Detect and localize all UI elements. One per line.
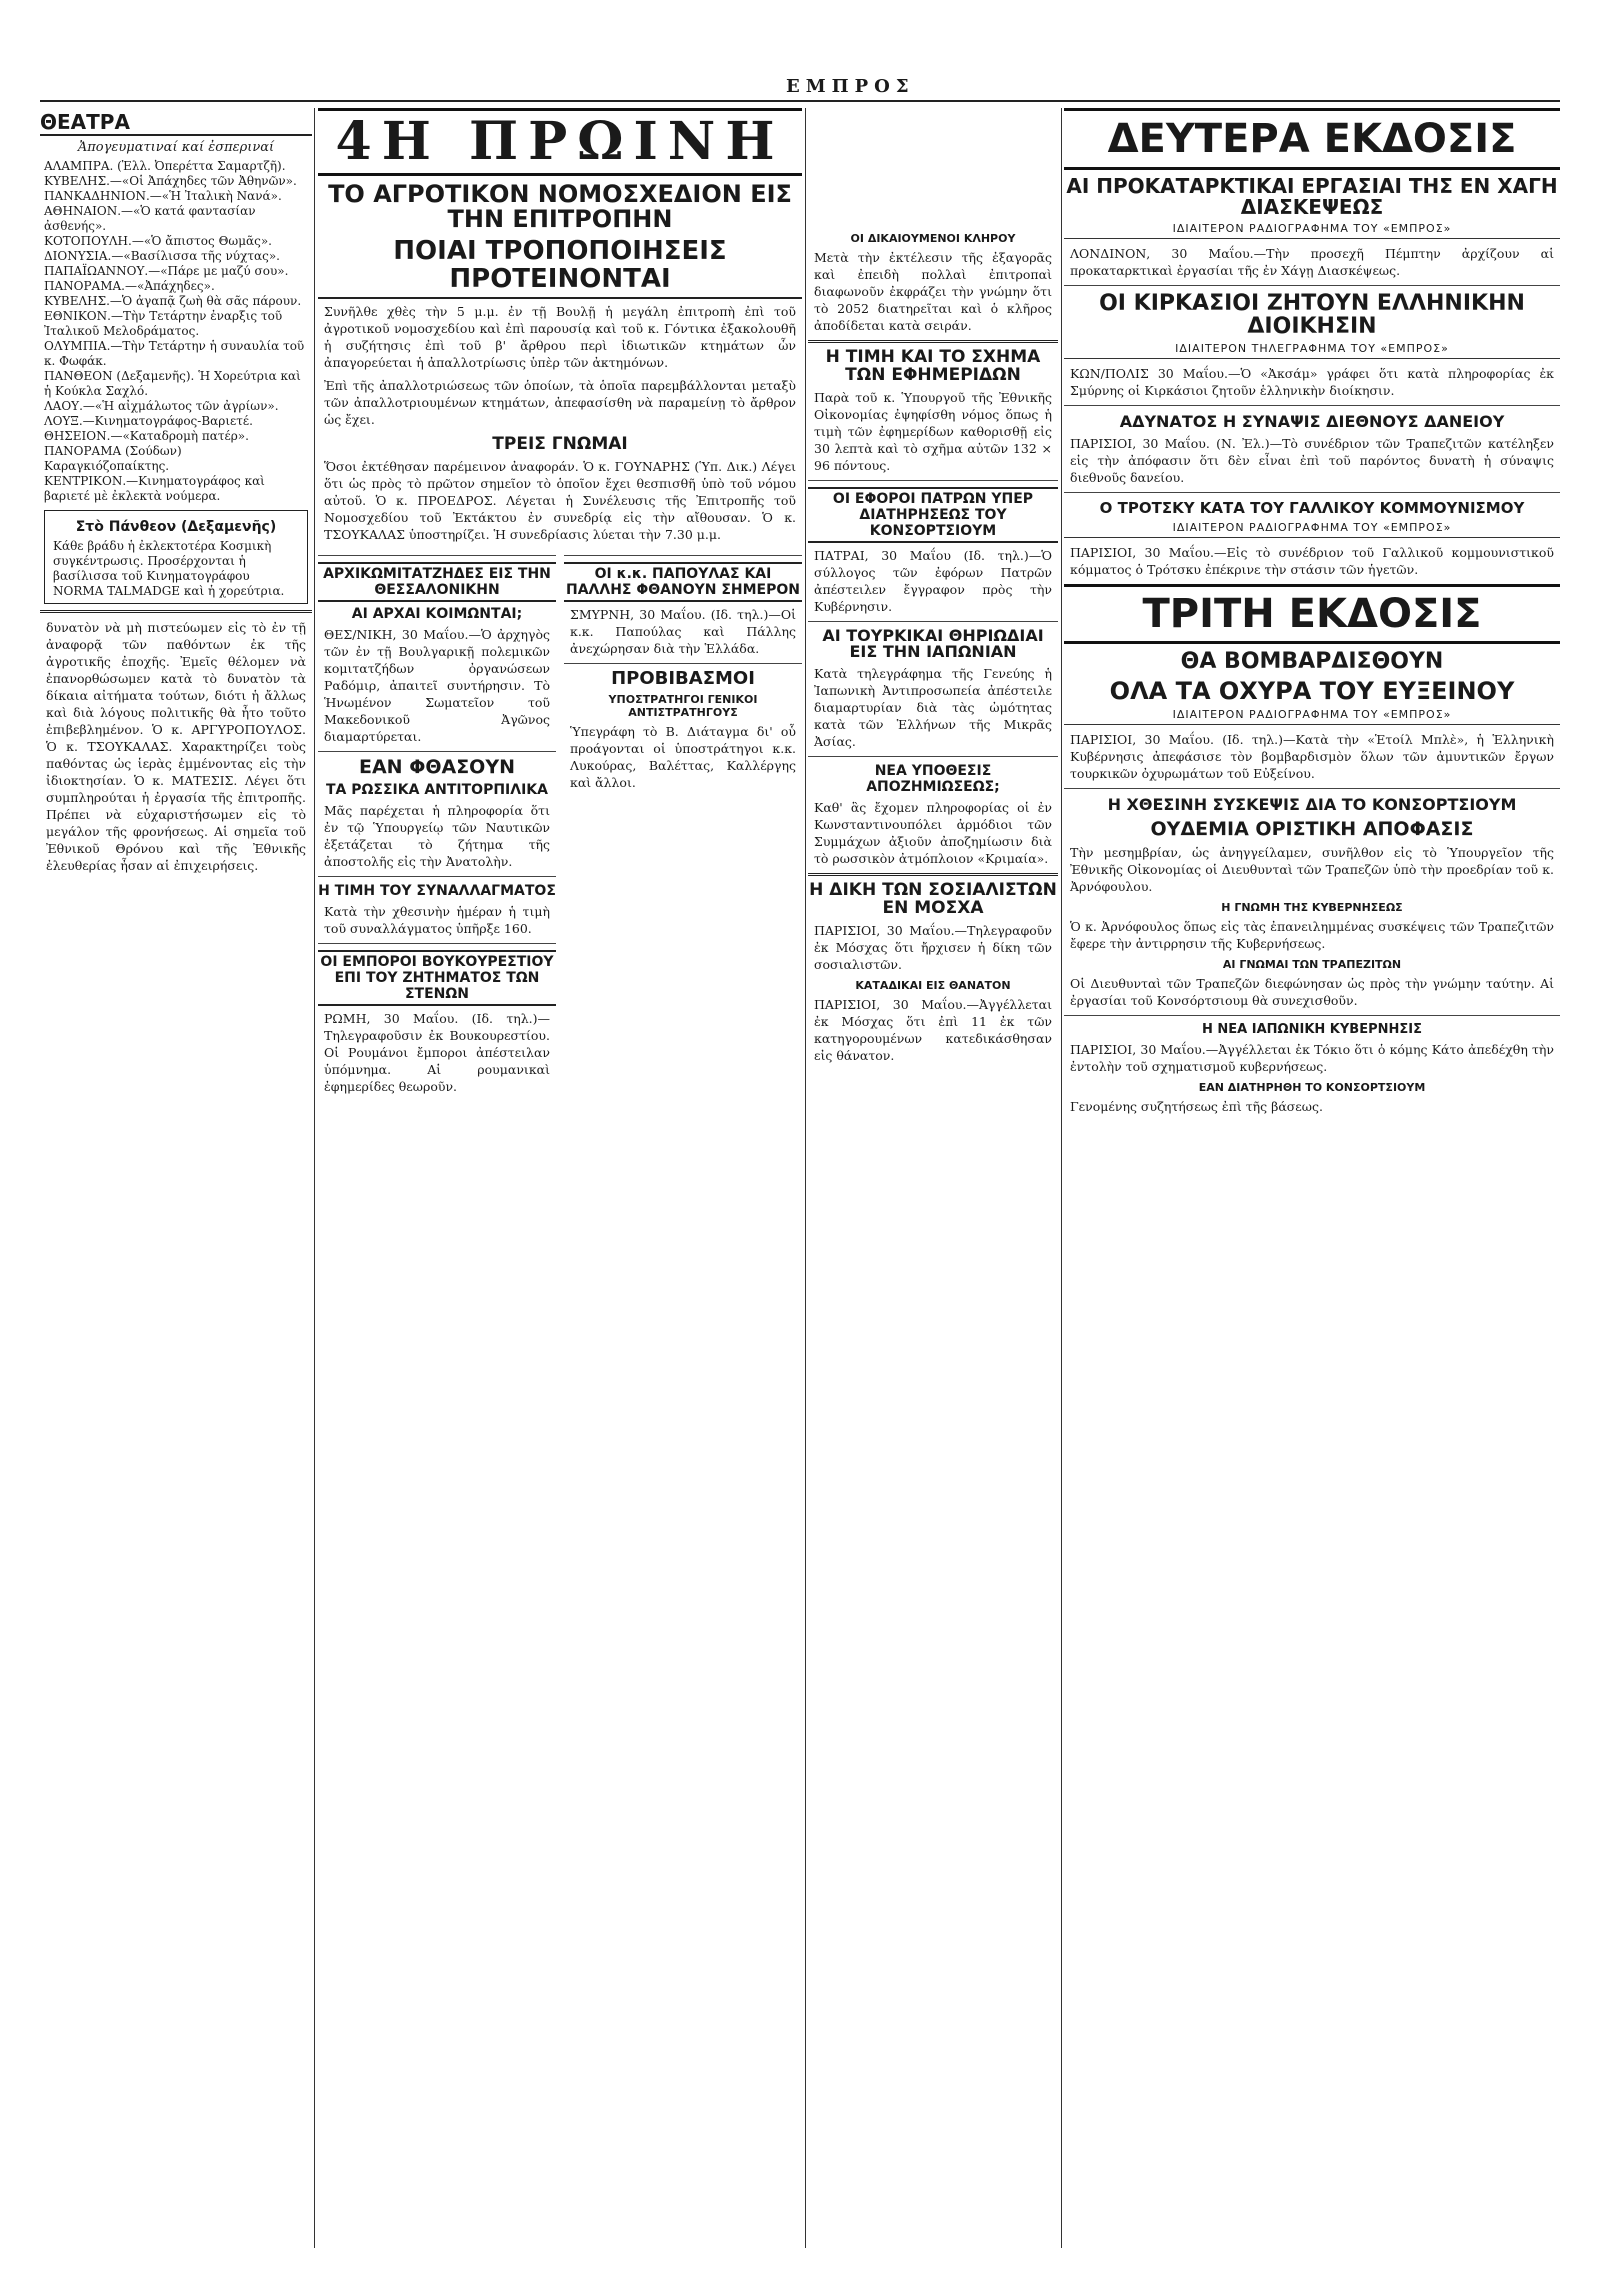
- theatre-listing: ΘΗΣΕΙΟΝ.—«Καταδρομὴ πατέρ».: [44, 429, 249, 443]
- lead-paragraph-2: Ἐπὶ τῆς ἀπαλλοτριώσεως τῶν ὁποίων, τὰ ὁποῖα παρεμβάλλονται μεταξὺ τῶν ἀπαλλοτριουμένων κτημάτων, ἀπεφασίσθη νὰ παραμείνῃ τὸ ἄρθρον ὡς ἔχει.: [324, 377, 796, 427]
- papoulas-title: ΟΙ κ.κ. ΠΑΠΟΥΛΑΣ ΚΑΙ ΠΑΛΛΗΣ ΦΘΑΝΟΥΝ ΣΗΜΕΡΟΝ: [564, 562, 802, 602]
- main-subheadline: ΠΟΙΑΙ ΤΡΟΠΟΠΟΙΗΣΕΙΣ ΠΡΟΤΕΙΝΟΝΤΑΙ: [318, 238, 802, 299]
- circassians-text: ΚΩΝ/ΠΟΛΙΣ 30 Μαΐου.—Ὁ «Ἀκσάμ» γράφει ὅτι κατὰ πληροφορίας ἐκ Σμύρνης οἱ Κιρκάσιοι ζητοῦν ἑλληνικὴν διοίκησιν.: [1070, 366, 1554, 399]
- government-opinion-title: Η ΓΝΩΜΗ ΤΗΣ ΚΥΒΕΡΝΗΣΕΩΣ: [1221, 901, 1403, 915]
- right-subcolumn: [564, 549, 802, 1101]
- japan-government-title: Η ΝΕΑ ΙΑΠΩΝΙΚΗ ΚΥΒΕΡΝΗΣΙΣ: [1202, 1022, 1422, 1038]
- masthead: [40, 76, 1560, 102]
- middle-news-column: [808, 108, 1058, 2285]
- session-report: δυνατὸν νὰ μὴ πιστεύωμεν εἰς τὸ ἐν τῇ ἀναφορᾷ τῶν παθόντων ἐκ τῆς ἀγροτικῆς ἐποχῆς. Ἐμεῖς θέλομεν νὰ ἐπανορθώσωμεν κατὰ τὸ δυνατὸν τὰ δίκαια αἰτήματα τούτων, διότι ἡ ἄλλως καὶ διὰ λόγους πολιτικῆς θὰ ἦτο τοῦτο ἐπιβεβλημένον. Ὁ κ. ΑΡΓΥΡΟΠΟΥΛΟΣ. Ὁ κ. ΤΣΟΥΚΑΛΑΣ. Χαρακτηρίζει τοὺς παθόντας ὡς ἱερὰς ἐμμένοντας εἰς τὴν ἰδιοκτησίαν. Ὁ κ. ΜΑΤΕΣΙΣ. Λέγει ὅτι συμπληρούται ἡ ἐργασία τῆς ἐπιτροπῆς. Πρέπει νὰ εὐχαριστήσωμεν εἰς τὸ μεγάλον τῆς φρονήσεως. Αἱ σημεῖα τοῦ Ἐθνικοῦ Θρόνου καὶ τῆς Ἐθνικῆς ἐλευθερίας ἦσαν αἱ ἐπιχειρήσεις.: [46, 620, 306, 873]
- bucharest-title: ΟΙ ΕΜΠΟΡΟΙ ΒΟΥΚΟΥΡΕΣΤΙΟΥ ΕΠΙ ΤΟΥ ΖΗΤΗΜΑΤΟΣ ΤΩΝ ΣΤΕΝΩΝ: [318, 950, 556, 1006]
- hague-text: ΛΟΝΔΙΝΟΝ, 30 Μαΐου.—Τὴν προσεχῆ Πέμπτην ἀρχίζουν αἱ προκαταρκτικαὶ ἐργασίαι τῆς ἐν Χάγῃ Διασκέψεως.: [1070, 246, 1554, 278]
- government-opinion-text: Ὁ κ. Ἀρνόφουλος ὅπως εἰς τὰς ἐπανειλημμένας συσκέψεις τῶν Τραπεζιτῶν ἔφερε τὴν ἀντιρρησιν τῆς Κυβερνήσεως.: [1070, 919, 1554, 952]
- torpedo-subtitle: ΤΑ ΡΩΣΣΙΚΑ ΑΝΤΙΤΟΡΠΙΛΙΚΑ: [326, 781, 548, 798]
- theatres-list: [40, 159, 312, 504]
- consortium-subheadline: ΟΥΔΕΜΙΑ ΟΡΙΣΤΙΚΗ ΑΠΟΦΑΣΙΣ: [1150, 818, 1474, 841]
- divider: [40, 610, 312, 613]
- three-opinions-text: Ὅσοι ἐκτέθησαν παρέμεινον ἀναφοράν. Ὁ κ. ΓΟΥΝΑΡΗΣ (Ὑπ. Δικ.) Λέγει ὅτι ὡς πρὸς τὸ πρῶτον σημεῖον τὸ ὁποῖον ἔχει θεσπισθῆ ὑπὸ τοῦ νόμου αὐτοῦ. Ὁ κ. ΠΡΟΕΔΡΟΣ. Λέγεται ἡ Συνέλευσις τῆς Ἐπιτροπῆς τοῦ Νομοσχεδίου τοῦ Ἐκτάκτου ἐν συνεδρίᾳ εἰς τὴν αἴθουσαν. Ὁ κ. ΤΣΟΥΚΑΛΑΣ ὑποστηρίζει. Ἡ συνεδρίασις λύεται τὴν 7.30 μ.μ.: [324, 458, 796, 542]
- advert-text: Κάθε βράδυ ἡ ἐκλεκτοτέρα Κοσμικὴ συγκέντρωσις. Προσέρχονται ἡ βασίλισσα τοῦ Κινηματογράφου NORMA TALMADGE καὶ ἡ χορεύτρια.: [53, 539, 285, 598]
- theatre-listing: ΟΛΥΜΠΙΑ.—Τὴν Τετάρτην ἡ συναυλία τοῦ κ. Φωφάκ.: [44, 339, 305, 368]
- theatre-listing: ΕΘΝΙΚΟΝ.—Τὴν Τετάρτην ἐναρξις τοῦ Ἰταλικοῦ Μελοδράματος.: [44, 309, 283, 338]
- consortium-headline: Η ΧΘΕΣΙΝΗ ΣΥΣΚΕΨΙΣ ΔΙΑ ΤΟ ΚΟΝΣΟΡΤΣΙΟΥΜ: [1107, 795, 1517, 815]
- newspaper-name: ΕΜΠΡΟΣ: [780, 76, 921, 97]
- third-edition-banner: ΤΡΙΤΗ ΕΚΔΟΣΙΣ: [1064, 584, 1560, 644]
- theatre-listing: ΔΙΟΝΥΣΙΑ.—«Βασίλισσα τῆς νύχτας».: [44, 249, 280, 263]
- column-rule: [314, 108, 315, 2248]
- three-opinions-title: ΤΡΕΙΣ ΓΝΩΜΑΙ: [492, 433, 628, 454]
- theatre-listing: ΠΑΝΟΡΑΜΑ.—«Ἀπάχηδες».: [44, 279, 215, 293]
- papoulas-text: ΣΜΥΡΝΗ, 30 Μαΐου. (Ιδ. τηλ.)—Οἱ κ.κ. Παπούλας καὶ Πάλλης ἀνεχώρησαν διὰ τὴν Ἑλλάδα.: [570, 606, 796, 656]
- main-headline: ΤΟ ΑΓΡΟΤΙΚΟΝ ΝΟΜΟΣΧΕΔΙΟΝ ΕΙΣ ΤΗΝ ΕΠΙΤΡΟΠΗΝ: [328, 180, 792, 234]
- atrocities-title: ΑΙ ΤΟΥΡΚΙΚΑΙ ΘΗΡΙΩΔΙΑΙ ΕΙΣ ΤΗΝ ΙΑΠΩΝΙΑΝ: [822, 625, 1044, 662]
- fourth-morning-column: [318, 108, 802, 2285]
- theatre-listing: ΑΘΗΝΑΙΟΝ.—«Ὁ κατά φαντασίαν ἀσθενής».: [44, 204, 256, 233]
- torpedo-text: Μᾶς παρέχεται ἡ πληροφορία ὅτι ἐν τῷ Ὑπουργείῳ τῶν Ναυτικῶν ἐξετάζεται τὸ ζήτημα τῆς ἀποστολῆς εἰς τὴν Ἀνατολὴν.: [324, 802, 550, 869]
- theatre-listing: ΚΥΒΕΛΗΣ.—Ὁ ἀγαπᾷ ζωὴ θὰ σᾶς πάρουν.: [44, 294, 302, 308]
- moscow-trial-text: ΠΑΡΙΣΙΟΙ, 30 Μαΐου.—Τηλεγραφοῦν ἐκ Μόσχας ὅτι ἤρχισεν ἡ δίκη τῶν σοσιαλιστῶν.: [814, 922, 1052, 972]
- promotions-text: Ὑπεγράφη τὸ Β. Διάταγμα δι' οὗ προάγονται οἱ ὑποστράτηγοι κ.κ. Λυκούρας, Βαλέττας, Καλλέργης καὶ ἄλλοι.: [570, 723, 796, 790]
- forts-headline: ΘΑ ΒΟΜΒΑΡΔΙΣΘΟΥΝ: [1180, 649, 1444, 675]
- trotsky-text: ΠΑΡΙΣΙΟΙ, 30 Μαΐου.—Εἰς τὸ συνέδριον τοῦ Γαλλικοῦ κομμουνιστικοῦ κόμματος ὁ Τρότσκυ ἐπέκρινε τὴν στάσιν τῶν ἡγετῶν.: [1070, 545, 1554, 578]
- hague-headline: ΑΙ ΠΡΟΚΑΤΑΡΚΤΙΚΑΙ ΕΡΓΑΣΙΑΙ ΤΗΣ ΕΝ ΧΑΓΗ ΔΙΑΣΚΕΨΕΩΣ: [1066, 174, 1558, 219]
- loan-headline: ΑΔΥΝΑΤΟΣ Η ΣΥΝΑΨΙΣ ΔΙΕΘΝΟΥΣ ΔΑΝΕΙΟΥ: [1119, 412, 1505, 432]
- column-rule: [805, 108, 806, 2248]
- newspapers-title: Η ΤΙΜΗ ΚΑΙ ΤΟ ΣΧΗΜΑ ΤΩΝ ΕΦΗΜΕΡΙΔΩΝ: [825, 347, 1041, 385]
- komitatzides-text: ΘΕΣ/ΝΙΚΗ, 30 Μαΐου.—Ὁ ἀρχηγὸς τῶν ἐν τῇ Βουλγαρικῇ πολεμικῶν κομιτατζήδων ὀργανώσεων Ραδόμιρ, ἀπαιτεῖ συντήρησιν. Τὸ Ἡνωμένον Σωματεῖον τοῦ Μακεδονικοῦ Ἀγῶνος διαμαρτύρεται.: [324, 626, 550, 744]
- death-sentences-subtitle: ΚΑΤΑΔΙΚΑΙ ΕΙΣ ΘΑΝΑΤΟΝ: [855, 978, 1011, 992]
- theatre-listing: ΑΛΑΜΠΡΑ. (Ἑλλ. Ὀπερέττα Σαμαρτζῆ).: [44, 159, 286, 173]
- promotions-title: ΠΡΟΒΙΒΑΣΜΟΙ: [611, 667, 755, 689]
- theatre-listing: ΠΑΝΟΡΑΜΑ (Σούδων) Καραγκιόζοπαίκτης.: [44, 444, 182, 473]
- forts-kicker: ΙΔΙΑΙΤΕΡΟΝ ΡΑΔΙΟΓΡΑΦΗΜΑ ΤΟΥ «ΕΜΠΡΟΣ»: [1064, 708, 1560, 725]
- moscow-trial-title: Η ΔΙΚΗ ΤΩΝ ΣΟΣΙΑΛΙΣΤΩΝ ΕΝ ΜΟΣΧΑ: [809, 880, 1057, 919]
- circassians-headline: ΟΙ ΚΙΡΚΑΣΙΟΙ ΖΗΤΟΥΝ ΕΛΛΗΝΙΚΗΝ ΔΙΟΙΚΗΣΙΝ: [1099, 291, 1525, 340]
- theatre-listing: ΚΕΝΤΡΙΚΟΝ.—Κινηματογράφος καὶ βαριετέ μὲ ἐκλεκτὰ νούμερα.: [44, 474, 265, 503]
- lead-paragraph: Συνῆλθε χθὲς τὴν 5 μ.μ. ἐν τῇ Βουλῇ ἡ μεγάλη ἐπιτροπὴ ἐπὶ τοῦ ἀγροτικοῦ νομοσχεδίου καὶ ἐπὶ παρουσίᾳ καὶ τοῦ κ. Γόντικα ἐξακολουθῆ ἡ συζήτησις ἐπὶ τοῦ β' ἄρθρου περὶ ἰδιωτικῶν κτημάτων ὧν ἀπαγορεύεται ἡ ἀπαλλοτρίωσις ὑπὲρ τῶν ἀκτημόνων.: [324, 303, 796, 370]
- compensation-text: Καθ' ἃς ἔχομεν πληροφορίας οἱ ἐν Κωνσταντινουπόλει ἀρμόδιοι τῶν Συμμάχων ἀξιοῦν ἀποζημίωσιν διὰ τὸ ρωσσικὸν ἀτμόπλοιον «Κριμαία».: [814, 800, 1052, 867]
- patras-text: ΠΑΤΡΑΙ, 30 Μαΐου (Ιδ. τηλ.)—Ὁ σύλλογος τῶν ἐφόρων Πατρῶν ἀπέστειλεν ἔγγραφον πρὸς τὴν Κυβέρνησιν.: [814, 547, 1052, 614]
- komitatzides-subtitle: ΑΙ ΑΡΧΑΙ ΚΟΙΜΩΝΤΑΙ;: [351, 605, 523, 622]
- death-sentences-text: ΠΑΡΙΣΙΟΙ, 30 Μαΐου.—Ἀγγέλλεται ἐκ Μόσχας ὅτι ἐπὶ 11 ἐκ τῶν κατηγορουμένων κατεδικάσθησαν εἰς θάνατον.: [814, 996, 1052, 1063]
- bucharest-text: ΡΩΜΗ, 30 Μαΐου. (Ιδ. τηλ.)—Τηλεγραφοῦσιν ἐκ Βουκουρεστίου. Οἱ Ρουμάνοι ἔμποροι ἀπέστειλαν ὑπόμνημα. Αἱ ρουμανικαὶ ἐφημερίδες θεωροῦν.: [324, 1010, 550, 1094]
- circassians-kicker: ΙΔΙΑΙΤΕΡΟΝ ΤΗΛΕΓΡΑΦΗΜΑ ΤΟΥ «ΕΜΠΡΟΣ»: [1064, 342, 1560, 359]
- bankers-opinion-text: Οἱ Διευθυνταὶ τῶν Τραπεζῶν διεφώνησαν ὡς πρὸς τὴν γνώμην ταύτην. Αἱ ἐργασίαι τοῦ Κονσόρτσιουμ θὰ συνεχισθοῦν.: [1070, 976, 1554, 1009]
- promotions-subtitle: ΥΠΟΣΤΡΑΤΗΓΟΙ ΓΕΝΙΚΟΙ ΑΝΤΙΣΤΡΑΤΗΓΟΥΣ: [608, 692, 758, 719]
- klirouchoi-text: Μετὰ τὴν ἐκτέλεσιν τῆς ἐξαγορᾶς καὶ ἐπειδὴ πολλαὶ ἐπιτροπαὶ διαφωνοῦν ἐκφράζει τὴν γνώμην ὅτι τὸ 2052 διατηρεῖται καὶ ὁ κλῆρος ἀποδίδεται κατὰ σειράν.: [814, 250, 1052, 333]
- edition-banner: 4Η ΠΡΩΙΝΗ: [318, 108, 802, 176]
- komitatzides-title: ΑΡΧΙΚΩΜΙΤΑΤΖΗΔΕΣ ΕΙΣ ΤΗΝ ΘΕΣΣΑΛΟΝΙΚΗΝ: [318, 562, 556, 602]
- theatre-listing: ΠΑΠΑΪΩΑΝΝΟΥ.—«Πάρε με μαζύ σου».: [44, 264, 289, 278]
- theatres-subtitle: Ἀπογευματιναί καί ἐσπεριναί: [77, 140, 275, 155]
- second-edition-banner: ΔΕΥΤΕΡΑ ΕΚΔΟΣΙΣ: [1064, 108, 1560, 170]
- japan-government-text: ΠΑΡΙΣΙΟΙ, 30 Μαΐου.—Ἀγγέλλεται ἐκ Τόκιο ὅτι ὁ κόμης Κάτο ἀπεδέχθη τὴν ἐντολὴν τοῦ σχηματισμοῦ κυβερνήσεως.: [1070, 1042, 1554, 1075]
- theatre-listing: ΚΟΤΟΠΟΥΛΗ.—«Ὁ ἄπιστος Θωμᾶς».: [44, 234, 272, 248]
- torpedo-title: ΕΑΝ ΦΘΑΣΟΥΝ: [359, 755, 515, 778]
- theatre-listing: ΠΑΝΘΕΟΝ (Δεξαμενῆς). Ἡ Χορεύτρια καὶ ἡ Κούκλα Σαχλό.: [44, 369, 301, 398]
- advert-title: Στὸ Πάνθεον (Δεξαμενῆς): [75, 519, 277, 535]
- compensation-title: ΝΕΑ ΥΠΟΘΕΣΙΣ ΑΠΟΖΗΜΙΩΣΕΩΣ;: [866, 763, 1000, 796]
- newspapers-text: Παρὰ τοῦ κ. Ὑπουργοῦ τῆς Ἐθνικῆς Οἰκονομίας ἐψηφίσθη νόμος ὅπως ἡ τιμὴ τῶν ἐφημερίδων καθορισθῇ εἰς 30 λεπτὰ καὶ τὸ σχῆμα αὐτῶν 132 × 96 πόντους.: [814, 389, 1052, 473]
- bankers-opinion-title: ΑΙ ΓΝΩΜΑΙ ΤΩΝ ΤΡΑΠΕΖΙΤΩΝ: [1222, 958, 1402, 972]
- second-edition-column: [1064, 108, 1560, 2285]
- theatre-listing: ΛΟΥΞ.—Κινηματογράφος-Βαριετέ.: [44, 414, 253, 428]
- klirouchoi-subtitle: ΟΙ ΔΙΚΑΙΟΥΜΕΝΟΙ ΚΛΗΡΟΥ: [850, 232, 1016, 245]
- forts-text: ΠΑΡΙΣΙΟΙ, 30 Μαΐου. (Ιδ. τηλ.)—Κατὰ τὴν «Ἑτοίλ Μπλὲ», ἡ Ἑλληνικὴ Κυβέρνησις ἀπεφάσισε τὸν βομβαρδισμὸν ὅλων τῶν ἀμυντικῶν ἔργων τουρκικῶν ὀχυρωμάτων τοῦ Εὐξείνου.: [1070, 732, 1554, 782]
- theatre-listing: ΠΑΝΚΑΔΗΝΙΟΝ.—«Ἡ Ἰταλικὴ Νανά».: [44, 189, 282, 203]
- trotsky-kicker: ΙΔΙΑΙΤΕΡΟΝ ΡΑΔΙΟΓΡΑΦΗΜΑ ΤΟΥ «ΕΜΠΡΟΣ»: [1064, 521, 1560, 538]
- consortium-text: Τὴν μεσημβρίαν, ὡς ἀνηγγείλαμεν, συνῆλθον εἰς τὸ Ὑπουργεῖον τῆς Ἐθνικῆς Οἰκονομίας οἱ Διευθυνταὶ τῶν Τραπεζῶν ὑπὸ τὴν προεδρίαν τοῦ κ. Ἀρνόφουλου.: [1070, 845, 1554, 895]
- loan-text: ΠΑΡΙΣΙΟΙ, 30 Μαΐου. (Ν. Ἐλ.)—Τὸ συνέδριον τῶν Τραπεζιτῶν κατέληξεν εἰς τὴν ἀπόφασιν ὅτι δὲν εἶναι ἐπὶ τοῦ παρόντος δυνατὴ ἡ σύναψις διεθνοῦς δανείου.: [1070, 436, 1554, 486]
- forts-subheadline: ΟΛΑ ΤΑ ΟΧΥΡΑ ΤΟΥ ΕΥΞΕΙΝΟΥ: [1109, 677, 1515, 706]
- atrocities-text: Κατὰ τηλεγράφημα τῆς Γενεύης ἡ Ἰαπωνικὴ Ἀντιπροσωπεία ἀπέστειλε διαμαρτυρίαν διὰ τὰς ὠμότητας κατὰ τῶν Ἑλλήνων τῆς Μικρᾶς Ἀσίας.: [814, 666, 1052, 750]
- consortium-retained-title: ΕΑΝ ΔΙΑΤΗΡΗΘΗ ΤΟ ΚΟΝΣΟΡΤΣΙΟΥΜ: [1198, 1081, 1426, 1095]
- theatres-title: ΘΕΑΤΡΑ: [40, 110, 312, 136]
- exchange-text: Κατὰ τὴν χθεσινὴν ἡμέραν ἡ τιμὴ τοῦ συναλλάγματος ὑπῆρξε 160.: [324, 903, 550, 936]
- pantheon-advert: [44, 510, 308, 604]
- hague-kicker: ΙΔΙΑΙΤΕΡΟΝ ΡΑΔΙΟΓΡΑΦΗΜΑ ΤΟΥ «ΕΜΠΡΟΣ»: [1064, 222, 1560, 239]
- exchange-title: Η ΤΙΜΗ ΤΟΥ ΣΥΝΑΛΛΑΓΜΑΤΟΣ: [318, 882, 556, 899]
- column-rule: [1061, 108, 1062, 2248]
- theatres-column: [40, 108, 312, 2285]
- consortium-retained-text: Γενομένης συζητήσεως ἐπὶ τῆς βάσεως.: [1070, 1099, 1323, 1115]
- theatre-listing: ΛΑΟΥ.—«Ἡ αἰχμάλωτος τῶν ἀγρίων».: [44, 399, 279, 413]
- theatre-listing: ΚΥΒΕΛΗΣ.—«Οἱ Ἀπάχηδες τῶν Ἀθηνῶν».: [44, 174, 297, 188]
- trotsky-headline: Ο ΤΡΟΤΣΚΥ ΚΑΤΑ ΤΟΥ ΓΑΛΛΙΚΟΥ ΚΟΜΜΟΥΝΙΣΜΟΥ: [1099, 499, 1525, 518]
- left-subcolumn: [318, 549, 556, 1101]
- patras-title: ΟΙ ΕΦΟΡΟΙ ΠΑΤΡΩΝ ΥΠΕΡ ΔΙΑΤΗΡΗΣΕΩΣ ΤΟΥ ΚΟΝΣΟΡΤΣΙΟΥΜ: [808, 487, 1058, 543]
